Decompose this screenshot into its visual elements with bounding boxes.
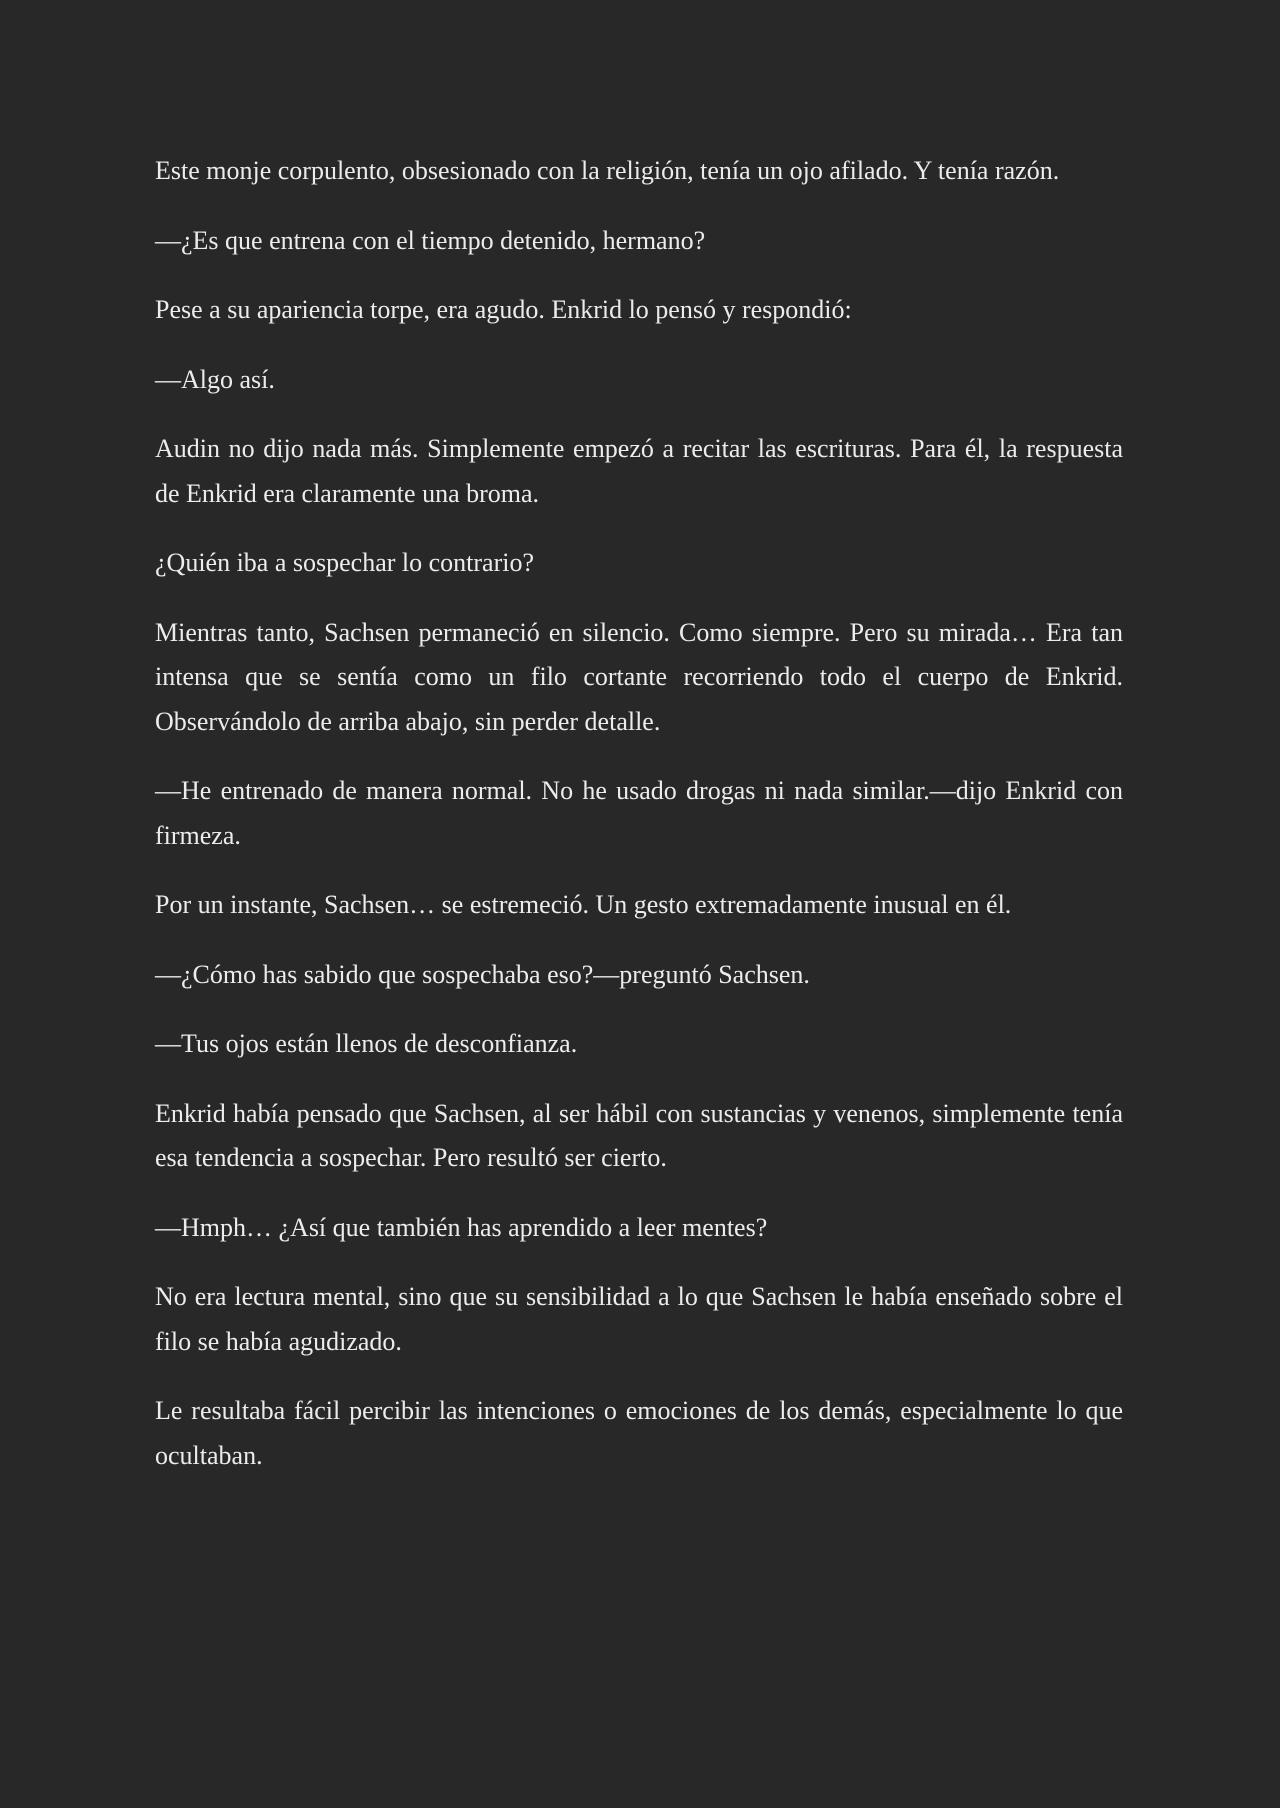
paragraph: —He entrenado de manera normal. No he usado drogas ni nada similar.—dijo Enkrid con firmeza. <box>155 776 1123 850</box>
paragraph: ¿Quién iba a sospechar lo contrario? <box>155 548 535 577</box>
paragraph: Audin no dijo nada más. Simplemente empezó a recitar las escrituras. Para él, la respuesta de Enkrid era claramente una broma. <box>155 434 1123 508</box>
document-page <box>155 149 1123 1503</box>
paragraph: —¿Cómo has sabido que sospechaba eso?—preguntó Sachsen. <box>155 959 810 989</box>
paragraph: —¿Es que entrena con el tiempo detenido, hermano? <box>155 225 706 255</box>
paragraph: —Hmph… ¿Así que también has aprendido a leer mentes? <box>155 1212 768 1242</box>
paragraph: —Tus ojos están llenos de desconfianza. <box>155 1029 578 1058</box>
paragraph: Enkrid había pensado que Sachsen, al ser hábil con sustancias y venenos, simplemente tenía esa tendencia a sospechar. Pero resultó ser cierto. <box>155 1098 1123 1172</box>
paragraph: Mientras tanto, Sachsen permaneció en silencio. Como siempre. Pero su mirada… Era tan intensa que se sentía como un filo cortante recorriendo todo el cuerpo de Enkrid. Observándolo de arriba abajo, sin perder detalle. <box>155 617 1123 736</box>
paragraph: —Algo así. <box>155 364 275 394</box>
paragraph: Pese a su apariencia torpe, era agudo. Enkrid lo pensó y respondió: <box>155 295 852 324</box>
paragraph: Por un instante, Sachsen… se estremeció. Un gesto extremadamente inusual en él. <box>155 890 1012 919</box>
paragraph: No era lectura mental, sino que su sensibilidad a lo que Sachsen le había enseñado sobre el filo se había agudizado. <box>155 1282 1123 1356</box>
paragraph: Este monje corpulento, obsesionado con la religión, tenía un ojo afilado. Y tenía razón. <box>155 156 1060 185</box>
paragraph: Le resultaba fácil percibir las intenciones o emociones de los demás, especialmente lo que ocultaban. <box>155 1396 1123 1470</box>
